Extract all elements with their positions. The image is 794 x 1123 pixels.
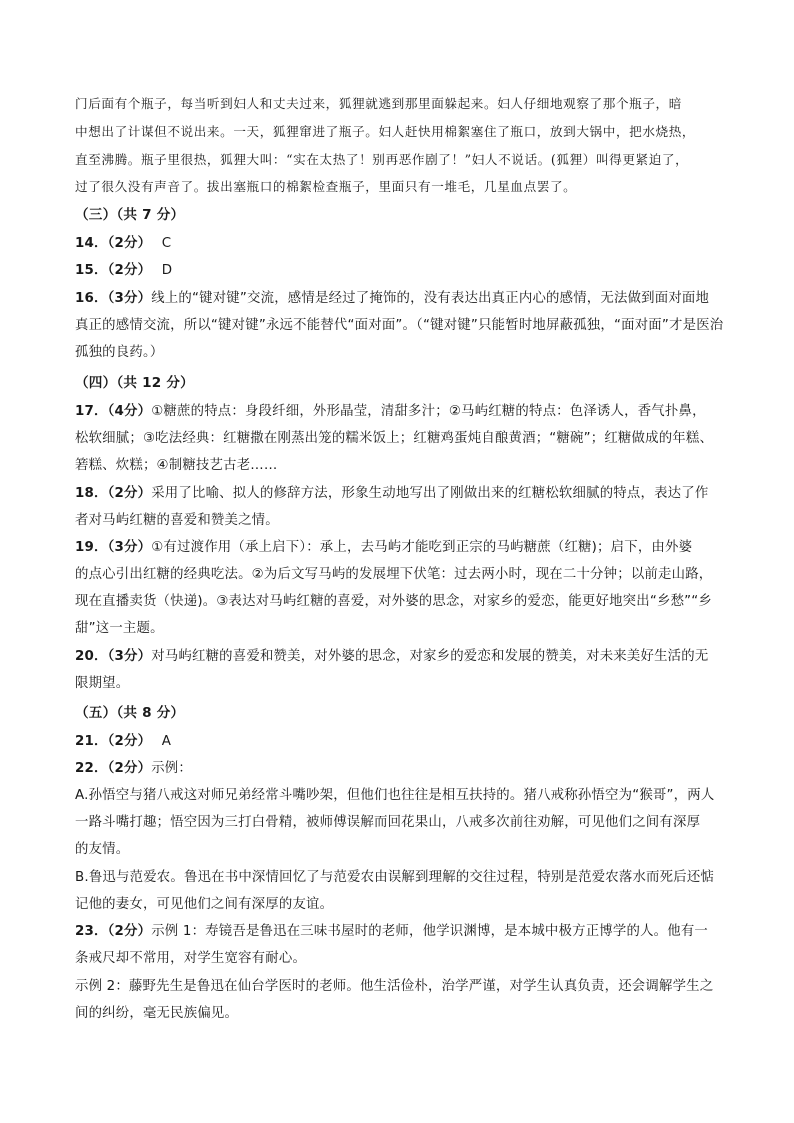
answer-text: 者对马屿红糖的喜爱和赞美之情。 xyxy=(75,513,279,528)
section-heading: （四）（共 12 分） xyxy=(75,375,194,391)
question-number: 22．（2分） xyxy=(75,761,152,776)
answer-text: 的友情。 xyxy=(75,842,130,857)
answer-text: 对马屿红糖的喜爱和赞美，对外婆的思念，对家乡的爱恋和发展的赞美，对未来美好生活的无 xyxy=(151,649,709,664)
answer-line xyxy=(75,403,706,421)
answer-line xyxy=(75,760,192,778)
question-number: 19．（3分） xyxy=(75,540,152,555)
answer-text: 现在直播卖货（快递)。③表达对马屿红糖的喜爱，对外婆的思念，对家乡的爱恋，能更好地突出“乡愁”“乡 xyxy=(75,594,713,609)
question-number: 15．（2分） xyxy=(75,263,152,278)
answer-text: 线上的“键对键”交流，感情是经过了掩饰的，没有表达出真正内心的感情，无法做到面对面地 xyxy=(151,291,710,306)
answer-text: 间的纠纷，毫无民族偏见。 xyxy=(75,1006,239,1021)
answer-line xyxy=(75,262,172,280)
answer-text: 真正的感情交流，所以“键对键”永远不能替代“面对面”。（“键对键”只能暂时地屏蔽孤独，“面对面”才是医治 xyxy=(75,318,724,333)
answer-line xyxy=(75,648,708,666)
section-heading: （三）（共 7 分） xyxy=(75,207,185,223)
question-number: 20．（3分） xyxy=(75,649,152,664)
answer-text: B.鲁迅与范爱农。鲁迅在书中深情回忆了与范爱农由误解到理解的交往过程，特别是范爱农落水而死后还惦 xyxy=(75,870,715,885)
answer-line xyxy=(75,539,692,557)
answer-text: ①糖蔗的特点：身段纤细，外形晶莹，清甜多汁；②马屿红糖的特点：色泽诱人，香气扑鼻， xyxy=(151,404,706,419)
answer-text: 一路斗嘴打趣；悟空因为三打白骨精，被师傅误解而回花果山，八戒多次前往劝解，可见他们之间有深厚 xyxy=(75,815,701,830)
answer-text: ①有过渡作用（承上启下）：承上，去马屿才能吃到正宗的马屿糖蔗（红糖)；启下，由外婆 xyxy=(151,540,693,555)
answer-line xyxy=(75,235,171,253)
question-number: 16．（3分） xyxy=(75,291,152,306)
answer-line xyxy=(75,733,171,751)
answer-line xyxy=(75,923,708,941)
answer-text: 的点心引出红糖的经典吃法。②为后文写马屿的发展埋下伏笔：过去两小时，现在二十分钟；以前走山路， xyxy=(75,567,713,582)
answer-text: 示例 2：藤野先生是鲁迅在仙台学医时的老师。他生活俭朴，治学严谨，对学生认真负责，还会调解学生之 xyxy=(75,979,714,994)
question-number: 23．（2分） xyxy=(75,924,152,939)
question-number: 18．（2分） xyxy=(75,486,152,501)
passage-line: 直至沸腾。瓶子里很热，狐狸大叫：“实在太热了！别再恶作剧了！”妇人不说话。(狐狸）叫得更紧迫了， xyxy=(75,152,689,167)
answer-text: 箬糕、炊糕；④制糖技艺古老…… xyxy=(75,458,278,473)
answer-text: 示例 1：寿镜吾是鲁迅在三味书屋时的老师，他学识渊博，是本城中极方正博学的人。他有一 xyxy=(151,924,709,939)
passage-line: 过了很久没有声音了。拔出塞瓶口的棉絮检查瓶子，里面只有一堆毛，几星血点罢了。 xyxy=(75,179,577,194)
question-number: 21．（2分） xyxy=(75,734,152,749)
question-number: 14．（2分） xyxy=(75,236,152,251)
answer-text: 示例： xyxy=(151,761,192,776)
answer-text: 记他的妻女，可见他们之间有深厚的友谊。 xyxy=(75,897,334,912)
answer-text: 甜”这一主题。 xyxy=(75,621,164,636)
answer-choice: C xyxy=(161,236,172,251)
section-heading: （五）（共 8 分） xyxy=(75,705,185,721)
answer-text: 条戒尺却不常用，对学生宽容有耐心。 xyxy=(75,951,307,966)
answer-text: 松软细腻；③吃法经典：红糖撒在刚蒸出笼的糯米饭上；红糖鸡蛋炖自酿黄酒；“糖碗”；红糖做成的年糕、 xyxy=(75,431,714,446)
answer-line xyxy=(75,485,708,503)
answer-line xyxy=(75,290,709,308)
passage-line: 中想出了计谋但不说出来。一天，狐狸窜进了瓶子。妇人赶快用棉絮塞住了瓶口，放到大锅中，把水烧热， xyxy=(75,124,696,139)
answer-text: A.孙悟空与猪八戒这对师兄弟经常斗嘴吵架，但他们也往往是相互扶持的。猪八戒称孙悟空为“猴哥”，两人 xyxy=(75,788,715,803)
answer-choice: A xyxy=(161,734,172,749)
answer-choice: D xyxy=(161,263,173,278)
answer-text: 采用了比喻、拟人的修辞方法，形象生动地写出了刚做出来的红糖松软细腻的特点，表达了作 xyxy=(151,486,709,501)
passage-line: 门后面有个瓶子，每当听到妇人和丈夫过来，狐狸就逃到那里面躲起来。妇人仔细地观察了那个瓶子，暗 xyxy=(75,96,682,111)
answer-text: 孤独的良药。） xyxy=(75,345,164,360)
answer-text: 限期望。 xyxy=(75,676,130,691)
question-number: 17．（4分） xyxy=(75,404,152,419)
